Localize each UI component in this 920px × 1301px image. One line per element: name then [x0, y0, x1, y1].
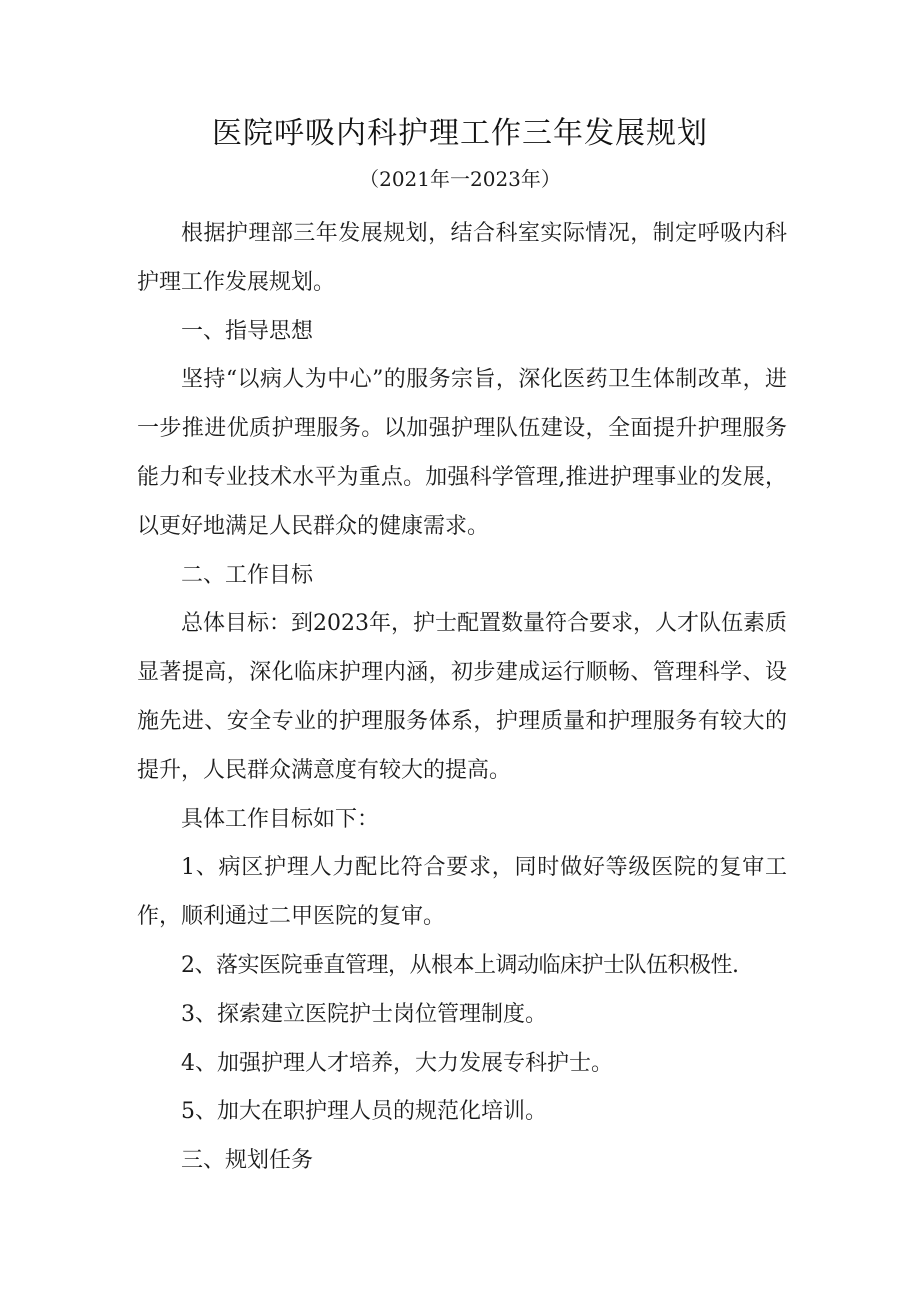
section-heading-planning-tasks: 三、规划任务 — [181, 1148, 314, 1174]
document-body — [137, 210, 787, 1186]
section-heading-work-goals: 二、工作目标 — [181, 562, 314, 588]
document-subtitle: （2021年一2023年） — [359, 167, 561, 191]
goal-item-1: 1、病区护理人力配比符合要求，同时做好等级医院的复审工作，顺利通过二甲医院的复审。 — [137, 855, 787, 930]
goal-item-2: 2、落实医院垂直管理，从根本上调动临床护士队伍积极性. — [181, 952, 739, 978]
goal-item-5: 5、加大在职护理人员的规范化培训。 — [181, 1099, 547, 1125]
intro-paragraph: 根据护理部三年发展规划，结合科室实际情况，制定呼吸内科护理工作发展规划。 — [137, 221, 787, 295]
goal-item-3: 3、探索建立医院护士岗位管理制度。 — [181, 1001, 547, 1027]
guiding-thought-paragraph: 坚持“以病人为中心”的服务宗旨，深化医药卫生体制改革，进一步推进优质护理服务。以加强护理队伍建设，全面提升护理服务能力和专业技术水平为重点。加强科学管理,推进护理事业的发展，以更好地满足人民群众的健康需求。 — [137, 367, 787, 539]
section-heading-guiding-thought: 一、指导思想 — [181, 318, 314, 344]
document-title: 医院呼吸内科护理工作三年发展规划 — [212, 116, 708, 151]
specific-goals-heading: 具体工作目标如下： — [181, 806, 380, 832]
overall-goal-paragraph: 总体目标：到2023年，护士配置数量符合要求，人才队伍素质显著提高，深化临床护理内涵，初步建成运行顺畅、管理科学、设施先进、安全专业的护理服务体系，护理质量和护理服务有较大的提升，人民群众满意度有较大的提高。 — [137, 611, 787, 783]
goal-item-4: 4、加强护理人才培养，大力发展专科护士。 — [181, 1050, 613, 1076]
